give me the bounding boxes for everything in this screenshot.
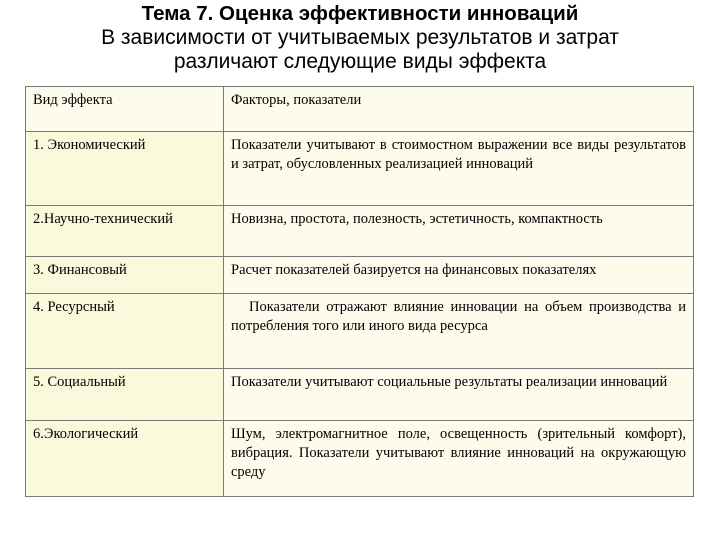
column-header-factors: Факторы, показатели	[224, 87, 694, 132]
effects-table	[25, 86, 694, 497]
slide-subtitle-line-1: В зависимости от учитываемых результатов и затрат	[101, 26, 619, 49]
table-row	[26, 369, 694, 421]
table-row	[26, 206, 694, 257]
effect-factors-cell: Показатели учитывают социальные результаты реализации инноваций	[224, 369, 694, 421]
effect-type-cell: 2.Научно-технический	[26, 206, 224, 257]
effect-type-cell: 3. Финансовый	[26, 257, 224, 294]
table-header-row	[26, 87, 694, 132]
effect-type-cell: 4. Ресурсный	[26, 294, 224, 369]
slide-subtitle-line-2: различают следующие виды эффекта	[173, 50, 547, 73]
effect-factors-cell: Показатели учитывают в стоимостном выражении все виды результатов и затрат, обусловленных реализацией инноваций	[224, 132, 694, 206]
effect-type-cell: 5. Социальный	[26, 369, 224, 421]
effect-factors-cell: Показатели отражают влияние инновации на объем производства и потребления того или иного вида ресурса	[224, 294, 694, 369]
effect-factors-cell: Шум, электромагнитное поле, освещенность (зрительный комфорт), вибрация. Показатели учитывают влияние инноваций на окружающую среду	[224, 421, 694, 497]
effect-type-cell: 6.Экологический	[26, 421, 224, 497]
table-row	[26, 294, 694, 369]
column-header-effect-type: Вид эффекта	[26, 87, 224, 132]
slide-title: Тема 7. Оценка эффективности инноваций	[141, 2, 579, 25]
effect-factors-cell: Новизна, простота, полезность, эстетичность, компактность	[224, 206, 694, 257]
effect-factors-cell: Расчет показателей базируется на финансовых показателях	[224, 257, 694, 294]
table-row	[26, 257, 694, 294]
slide-header	[0, 0, 720, 74]
table-row	[26, 132, 694, 206]
table-row	[26, 421, 694, 497]
effect-type-cell: 1. Экономический	[26, 132, 224, 206]
